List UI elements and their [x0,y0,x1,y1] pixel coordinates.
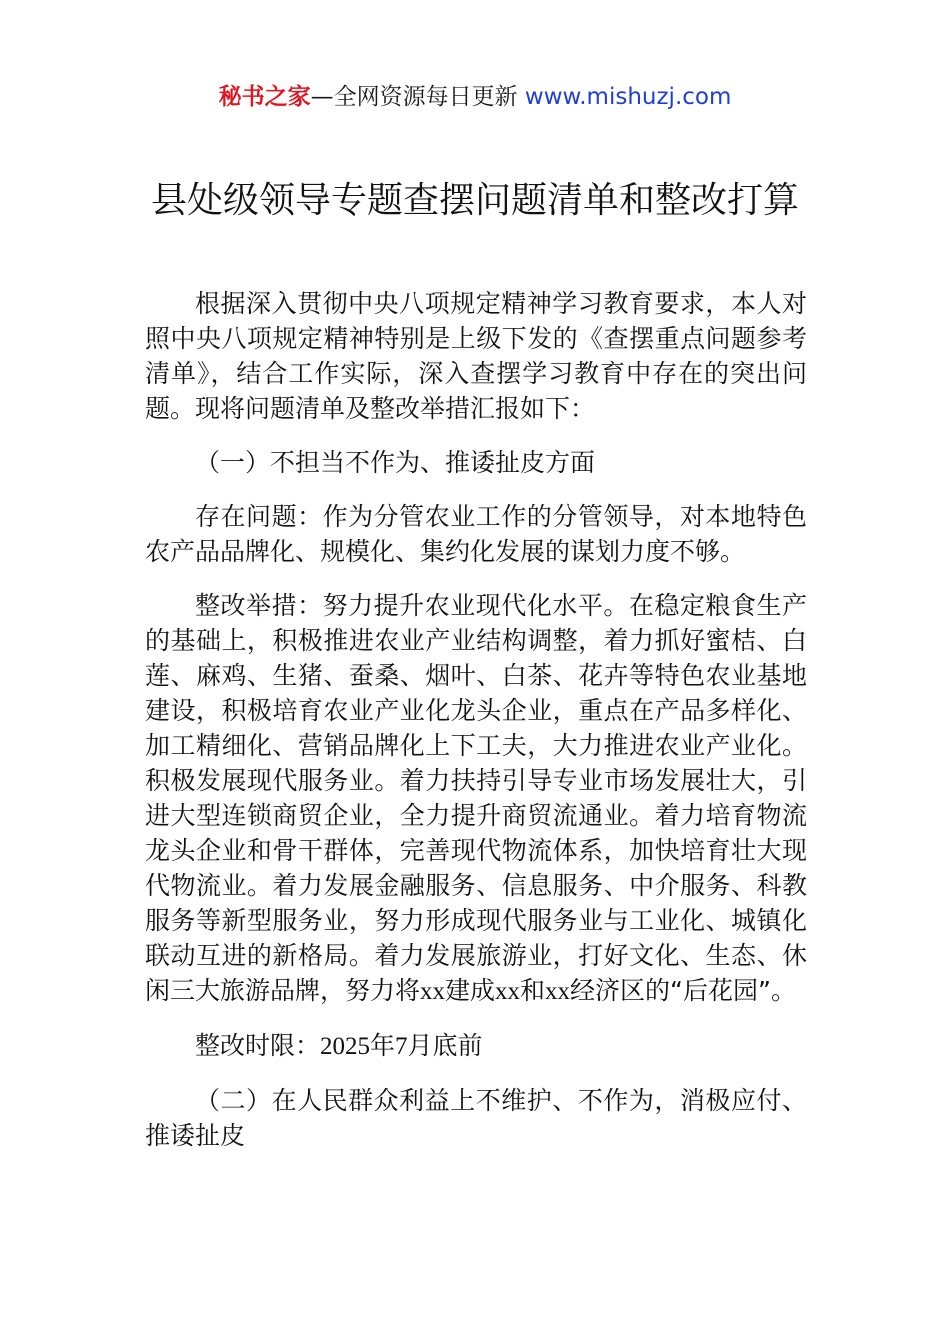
measures-text-mid-2: 和 [520,976,546,1005]
brand-name: 秘书之家 [218,84,311,110]
deadline-month: 7 [395,1033,408,1060]
placeholder-xx-3: xx [545,978,571,1005]
measures-text: 整改举措：努力提升农业现代化水平。在稳定粮食生产的基础上，积极推进农业产业结构调整，着力抓好蜜桔、白莲、麻鸡、生猪、蚕桑、烟叶、白茶、花卉等特色农业基地建设，积极培育农业产业化龙头企业，重点在产品多样化、加工精细化、营销品牌化上下工夫，大力推进农业产业化。积极发展现代服务业。着力扶持引导专业市场发展壮大，引进大型连锁商贸企业，全力提升商贸流通业。着力培育物流龙头企业和骨干群体，完善现代物流体系，加快培育壮大现代物流业。着力发展金融服务、信息服务、中介服务、科教服务等新型服务业，努力形成现代服务业与工业化、城镇化联动互进的新格局。着力发展旅游业，打好文化、生态、休闲三大旅游品牌，努力将 [145,591,807,1005]
document-body [145,286,807,1172]
section-heading-1: （一）不担当不作为、推诿扯皮方面 [195,448,596,477]
site-url[interactable]: www.mishuzj.com [524,84,732,110]
measures-paragraph [145,588,807,1009]
deadline-year-unit: 年 [370,1031,396,1060]
placeholder-xx-1: xx [420,978,446,1005]
site-header [0,80,950,114]
measures-text-mid-1: 建成 [445,976,496,1005]
document-title: 县处级领导专题查摆问题清单和整改打算 [150,180,799,221]
deadline-paragraph [145,1028,807,1064]
problem-paragraph: 存在问题：作为分管农业工作的分管领导，对本地特色农产品品牌化、规模化、集约化发展的谋划力度不够。 [145,502,807,566]
measures-text-end: 经济区的“后花园”。 [570,976,796,1005]
deadline-year: 2025 [320,1033,371,1060]
header-tagline: —全网资源每日更新 [310,84,525,110]
intro-paragraph: 根据深入贯彻中央八项规定精神学习教育要求，本人对照中央八项规定精神特别是上级下发的《查摆重点问题参考清单》，结合工作实际，深入查摆学习教育中存在的突出问题。现将问题清单及整改举措汇报如下： [145,289,807,423]
section-heading-2: （二）在人民群众利益上不维护、不作为，消极应付、推诿扯皮 [145,1086,807,1150]
placeholder-xx-2: xx [495,978,521,1005]
deadline-month-unit: 月底前 [407,1031,483,1060]
deadline-label: 整改时限： [195,1031,321,1060]
